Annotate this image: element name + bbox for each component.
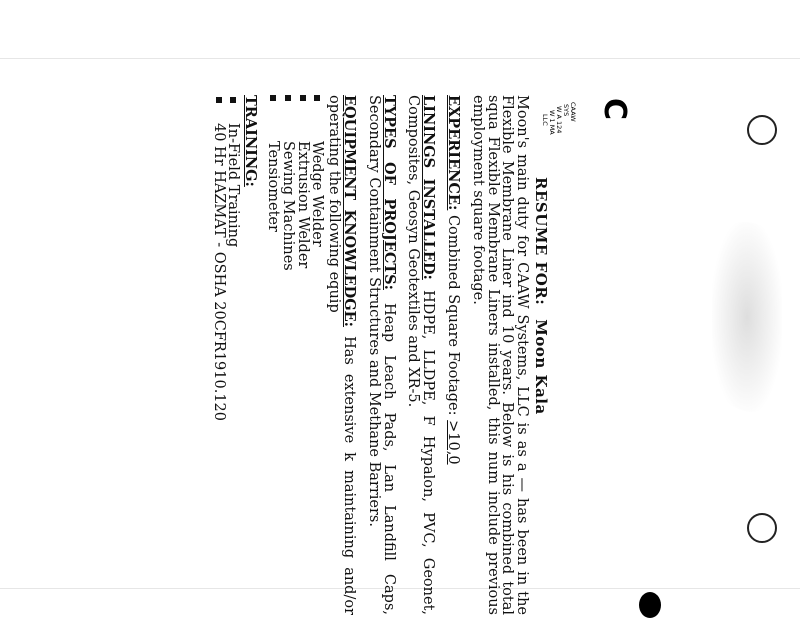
experience-text: Combined Square Footage: (445, 214, 462, 416)
linings-section (406, 95, 436, 615)
projects-text: Heap Leach Pads, Lan Landfill Caps, Secondary Containment Structures and Methane Barriers. (365, 95, 397, 616)
experience-label: EXPERIENCE: (445, 95, 463, 211)
linings-text: HDPE, LLDPE, F Hypalon, PVC, Geonet, Composites, Geosyn Geotextiles and XR-5. (405, 95, 437, 616)
list-item: Tensiometer (265, 95, 280, 615)
projects-label: TYPES OF PROJECTS: (380, 95, 398, 290)
equipment-section (326, 95, 359, 616)
resume-page (203, 95, 548, 615)
company-logo (541, 98, 672, 170)
logo-line: SYS (562, 104, 570, 117)
equipment-list (265, 95, 324, 615)
experience-value: >10,0 (445, 420, 462, 465)
resume-title (533, 177, 548, 615)
title-name: Moon Kala (532, 319, 550, 415)
projects-section (366, 95, 396, 615)
training-label: TRAINING: (242, 95, 260, 187)
list-item: Sewing Machines (280, 95, 295, 615)
list-item: Wedge Welder (310, 95, 325, 615)
linings-label: LININGS INSTALLED: (420, 95, 438, 280)
scan-smudge (712, 222, 782, 412)
intro-paragraph: Moon's main duty for CAAW Systems, LLC is as a — has been in the Flexible Membrane Liner ind 10 years. Below is his combined total squa Flexible Membrane Liners installed, this num include previous employment square footage. (469, 95, 531, 615)
training-list (211, 95, 241, 615)
list-item: 40 Hr HAZMAT - OSHA 20CFR1910.120 (211, 95, 226, 615)
title-prefix: RESUME FOR: (532, 177, 550, 306)
logo-line: CAAW (569, 102, 577, 122)
logo-line: LLC (541, 114, 549, 126)
logo-line: W 1 MA (548, 110, 556, 135)
scan-margin-line (0, 58, 800, 59)
punch-mark (639, 592, 661, 618)
list-item: Extrusion Welder (295, 95, 310, 615)
logo-mark: C (597, 98, 632, 121)
punch-hole-bottom (747, 513, 777, 543)
punch-hole-top (747, 115, 777, 145)
list-item: In-Field Training (226, 95, 241, 615)
equipment-label: EQUIPMENT KNOWLEDGE: (341, 95, 359, 328)
experience-section (445, 95, 463, 615)
equipment-text: Has extensive k maintaining and/or operating the following equip (326, 95, 358, 616)
logo-line: W A 124 (555, 106, 563, 134)
